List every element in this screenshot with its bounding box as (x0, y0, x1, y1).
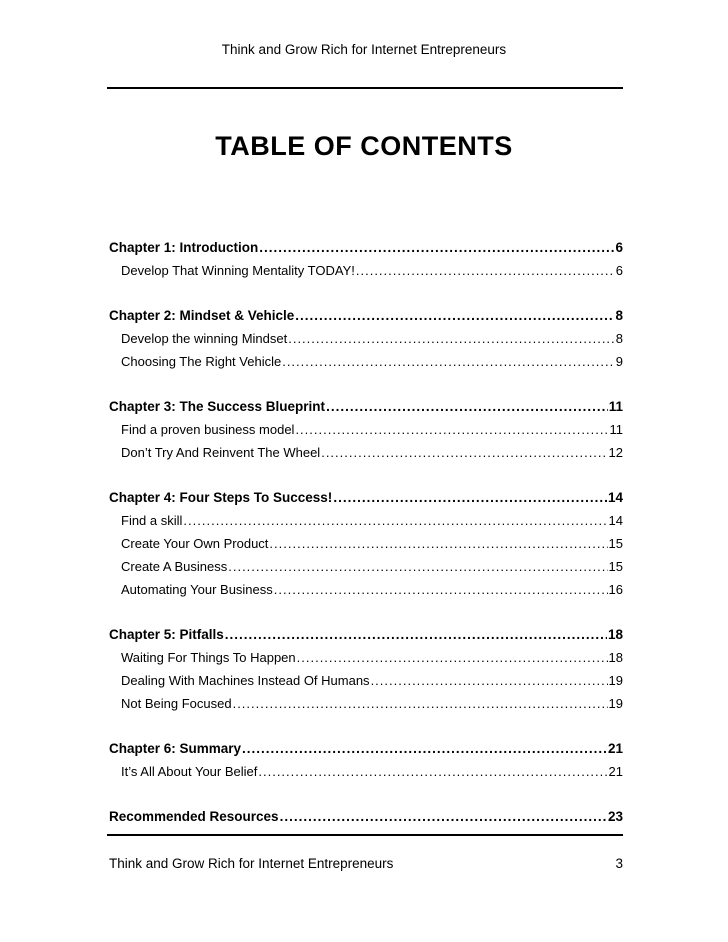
toc-page-number: 16 (608, 582, 623, 597)
toc-section-entry[interactable] (109, 441, 623, 464)
toc-chapter-title: Chapter 4: Four Steps To Success! (109, 490, 333, 505)
toc-section-entry[interactable] (109, 578, 623, 601)
toc-chapter-title: Chapter 6: Summary (109, 741, 242, 756)
dot-leader (233, 692, 608, 715)
table-of-contents (109, 236, 623, 850)
toc-section-title: Create A Business (121, 559, 228, 574)
toc-page-number: 18 (608, 650, 623, 665)
dot-leader (288, 327, 615, 350)
toc-chapter-group (109, 486, 623, 601)
dot-leader (356, 259, 615, 282)
toc-chapter-entry[interactable] (109, 236, 623, 259)
toc-page-number: 15 (608, 559, 623, 574)
toc-section-title: Find a skill (121, 513, 183, 528)
toc-page-number: 15 (608, 536, 623, 551)
dot-leader (228, 555, 607, 578)
dot-leader (295, 418, 608, 441)
toc-chapter-title: Recommended Resources (109, 809, 279, 824)
dot-leader (225, 623, 607, 646)
toc-chapter-title: Chapter 3: The Success Blueprint (109, 399, 326, 414)
toc-chapter-group (109, 737, 623, 783)
toc-chapter-entry[interactable] (109, 486, 623, 509)
toc-section-entry[interactable] (109, 692, 623, 715)
dot-leader (258, 760, 607, 783)
toc-chapter-group (109, 623, 623, 715)
toc-chapter-title: Chapter 1: Introduction (109, 240, 259, 255)
dot-leader (274, 578, 608, 601)
toc-chapter-title: Chapter 5: Pitfalls (109, 627, 224, 642)
dot-leader (371, 669, 608, 692)
toc-section-entry[interactable] (109, 259, 623, 282)
toc-section-entry[interactable] (109, 646, 623, 669)
dot-leader (259, 236, 614, 259)
toc-page-number: 14 (607, 490, 623, 505)
toc-section-title: Not Being Focused (121, 696, 232, 711)
toc-chapter-entry[interactable] (109, 805, 623, 828)
toc-chapter-entry[interactable] (109, 737, 623, 760)
toc-section-title: Find a proven business model (121, 422, 295, 437)
toc-chapter-title: Chapter 2: Mindset & Vehicle (109, 308, 295, 323)
toc-chapter-entry[interactable] (109, 304, 623, 327)
toc-page-number: 18 (607, 627, 623, 642)
page-title: TABLE OF CONTENTS (215, 131, 513, 161)
toc-section-title: Automating Your Business (121, 582, 273, 597)
toc-page-number: 21 (608, 764, 623, 779)
toc-chapter-group (109, 805, 623, 828)
toc-page-number: 9 (615, 354, 623, 369)
toc-chapter-group (109, 395, 623, 464)
toc-chapter-group (109, 236, 623, 282)
toc-page-number: 6 (615, 263, 623, 278)
toc-page-number: 12 (608, 445, 623, 460)
toc-section-title: Create Your Own Product (121, 536, 269, 551)
toc-page-number: 14 (608, 513, 623, 528)
dot-leader (321, 441, 607, 464)
toc-section-title: Dealing With Machines Instead Of Humans (121, 673, 370, 688)
toc-section-title: Develop That Winning Mentality TODAY! (121, 263, 355, 278)
page-footer (109, 856, 623, 871)
toc-page-number: 6 (615, 240, 623, 255)
toc-section-title: It’s All About Your Belief (121, 764, 258, 779)
toc-section-title: Don’t Try And Reinvent The Wheel (121, 445, 321, 460)
toc-chapter-group (109, 304, 623, 373)
toc-section-entry[interactable] (109, 532, 623, 555)
toc-section-entry[interactable] (109, 669, 623, 692)
footer-page-number: 3 (615, 856, 623, 871)
dot-leader (282, 350, 615, 373)
toc-section-title: Choosing The Right Vehicle (121, 354, 282, 369)
dot-leader (326, 395, 608, 418)
dot-leader (297, 646, 608, 669)
dot-leader (333, 486, 607, 509)
toc-page-number: 19 (608, 696, 623, 711)
toc-page-number: 19 (608, 673, 623, 688)
toc-section-entry[interactable] (109, 509, 623, 532)
toc-page-number: 8 (615, 331, 623, 346)
toc-page-number: 8 (615, 308, 623, 323)
toc-section-title: Waiting For Things To Happen (121, 650, 296, 665)
toc-section-entry[interactable] (109, 350, 623, 373)
dot-leader (280, 805, 607, 828)
dot-leader (269, 532, 607, 555)
toc-section-entry[interactable] (109, 555, 623, 578)
running-header: Think and Grow Rich for Internet Entrepreneurs (221, 42, 507, 57)
header-rule (107, 87, 623, 89)
toc-chapter-entry[interactable] (109, 623, 623, 646)
toc-chapter-entry[interactable] (109, 395, 623, 418)
toc-section-entry[interactable] (109, 327, 623, 350)
toc-section-entry[interactable] (109, 418, 623, 441)
dot-leader (183, 509, 607, 532)
toc-section-title: Develop the winning Mindset (121, 331, 288, 346)
toc-page-number: 11 (608, 399, 623, 414)
toc-page-number: 21 (607, 741, 623, 756)
dot-leader (295, 304, 614, 327)
dot-leader (242, 737, 607, 760)
toc-page-number: 11 (609, 422, 623, 437)
footer-rule (107, 834, 623, 836)
footer-title: Think and Grow Rich for Internet Entrepreneurs (109, 856, 394, 871)
toc-page-number: 23 (607, 809, 623, 824)
toc-section-entry[interactable] (109, 760, 623, 783)
